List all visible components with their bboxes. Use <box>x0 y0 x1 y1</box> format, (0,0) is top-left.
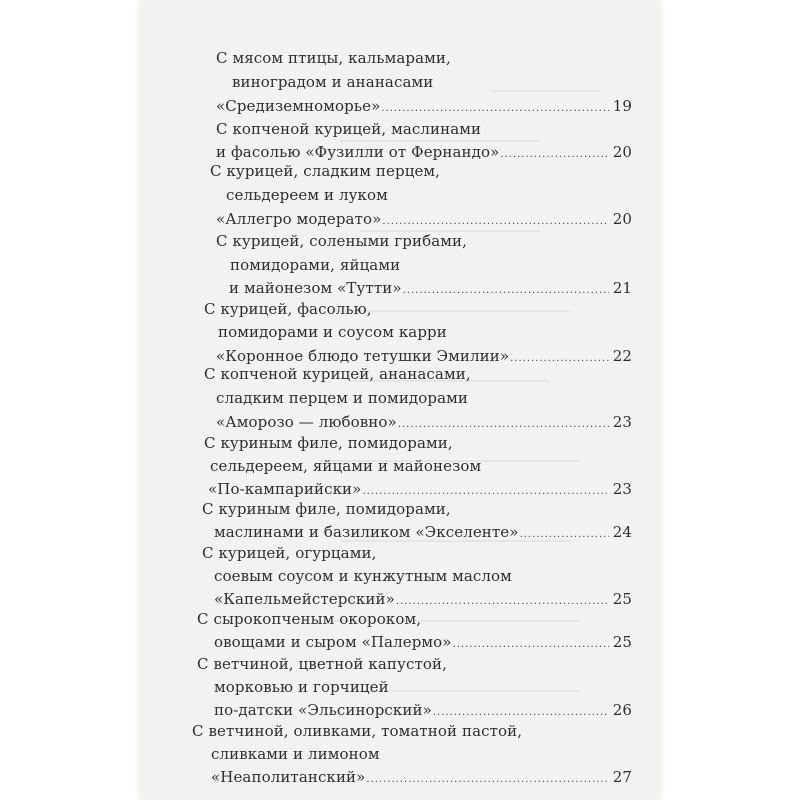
dot-leader <box>366 768 608 792</box>
toc-entry-text: овощами и сыром «Палермо» <box>214 633 452 651</box>
dot-leader <box>500 143 608 167</box>
toc-page-number: 19 <box>612 97 632 115</box>
toc-page-number: 23 <box>612 480 632 498</box>
toc-entry-line: соевым соусом и кунжутным маслом <box>214 567 512 585</box>
dot-leader <box>520 523 609 547</box>
toc-entry-line: С копченой курицей, ананасами, <box>204 365 471 383</box>
toc-entry-last-line <box>211 765 632 789</box>
toc-entry-line: сельдереем, яйцами и майонезом <box>210 457 482 475</box>
toc-page-number: 20 <box>612 210 632 228</box>
toc-entry-line: С мясом птицы, кальмарами, <box>216 49 451 67</box>
toc-entry-line: С курицей, фасолью, <box>204 300 372 318</box>
toc-entry-text: маслинами и базиликом «Экселенте» <box>214 523 519 541</box>
toc-entry-text: и майонезом «Тутти» <box>229 279 402 297</box>
toc-entry-last-line <box>214 630 632 654</box>
toc-entry-text: «Капельмейстерский» <box>214 590 395 608</box>
toc-entry-text: «Аллегро модерато» <box>216 210 382 228</box>
toc-entry-text: «Средиземноморье» <box>216 97 381 115</box>
toc-entry-text: по-датски «Эльсинорский» <box>214 701 432 719</box>
toc-page-number: 27 <box>612 768 632 786</box>
toc-page-number: 21 <box>612 279 632 297</box>
toc-entry-last-line <box>216 207 632 231</box>
dot-leader <box>453 633 609 657</box>
toc-page-number: 24 <box>612 523 632 541</box>
toc-entry-text: «По-кампарийски» <box>208 480 362 498</box>
toc-entry-line: С курицей, сладким перцем, <box>210 162 441 180</box>
dot-leader <box>403 279 609 303</box>
toc-entry-last-line <box>216 94 632 118</box>
toc-entry-text: «Неаполитанский» <box>211 768 366 786</box>
toc-entry-line: С курицей, огурцами, <box>202 544 377 562</box>
toc-entry-line: С ветчиной, цветной капустой, <box>197 655 447 673</box>
toc-page-number: 20 <box>612 143 632 161</box>
toc-page-number: 26 <box>612 701 632 719</box>
dot-leader <box>396 590 609 614</box>
toc-entry-line: С курицей, солеными грибами, <box>216 232 467 250</box>
toc-entry-line: виноградом и ананасами <box>232 73 434 91</box>
toc-entry-line: сливками и лимоном <box>211 745 380 763</box>
dot-leader <box>510 347 609 371</box>
toc-page-number: 23 <box>612 413 632 431</box>
toc-entry-line: С куриным филе, помидорами, <box>204 434 453 452</box>
toc-entry-line: сельдереем и луком <box>226 186 388 204</box>
toc-entry-text: «Коронное блюдо тетушки Эмилии» <box>216 347 510 365</box>
toc-page-number: 22 <box>612 347 632 365</box>
toc-entry-line: помидорами и соусом карри <box>218 323 447 341</box>
toc-page-number: 25 <box>612 633 632 651</box>
toc-entry-line: сладким перцем и помидорами <box>216 389 468 407</box>
toc-entry-line: морковью и горчицей <box>214 678 389 696</box>
toc-entry-text: и фасолью «Фузилли от Фернандо» <box>216 143 500 161</box>
toc-entry-line: С копченой курицей, маслинами <box>216 120 482 138</box>
toc-entry-text: «Аморозо — любовно» <box>216 413 397 431</box>
toc-entry-line: С сырокопченым окороком, <box>197 610 422 628</box>
toc-entry-line: С ветчиной, оливками, томатной пастой, <box>192 722 523 740</box>
toc-page-number: 25 <box>612 590 632 608</box>
toc-entry-line: помидорами, яйцами <box>230 256 401 274</box>
toc-entry-line: С куриным филе, помидорами, <box>202 500 451 518</box>
